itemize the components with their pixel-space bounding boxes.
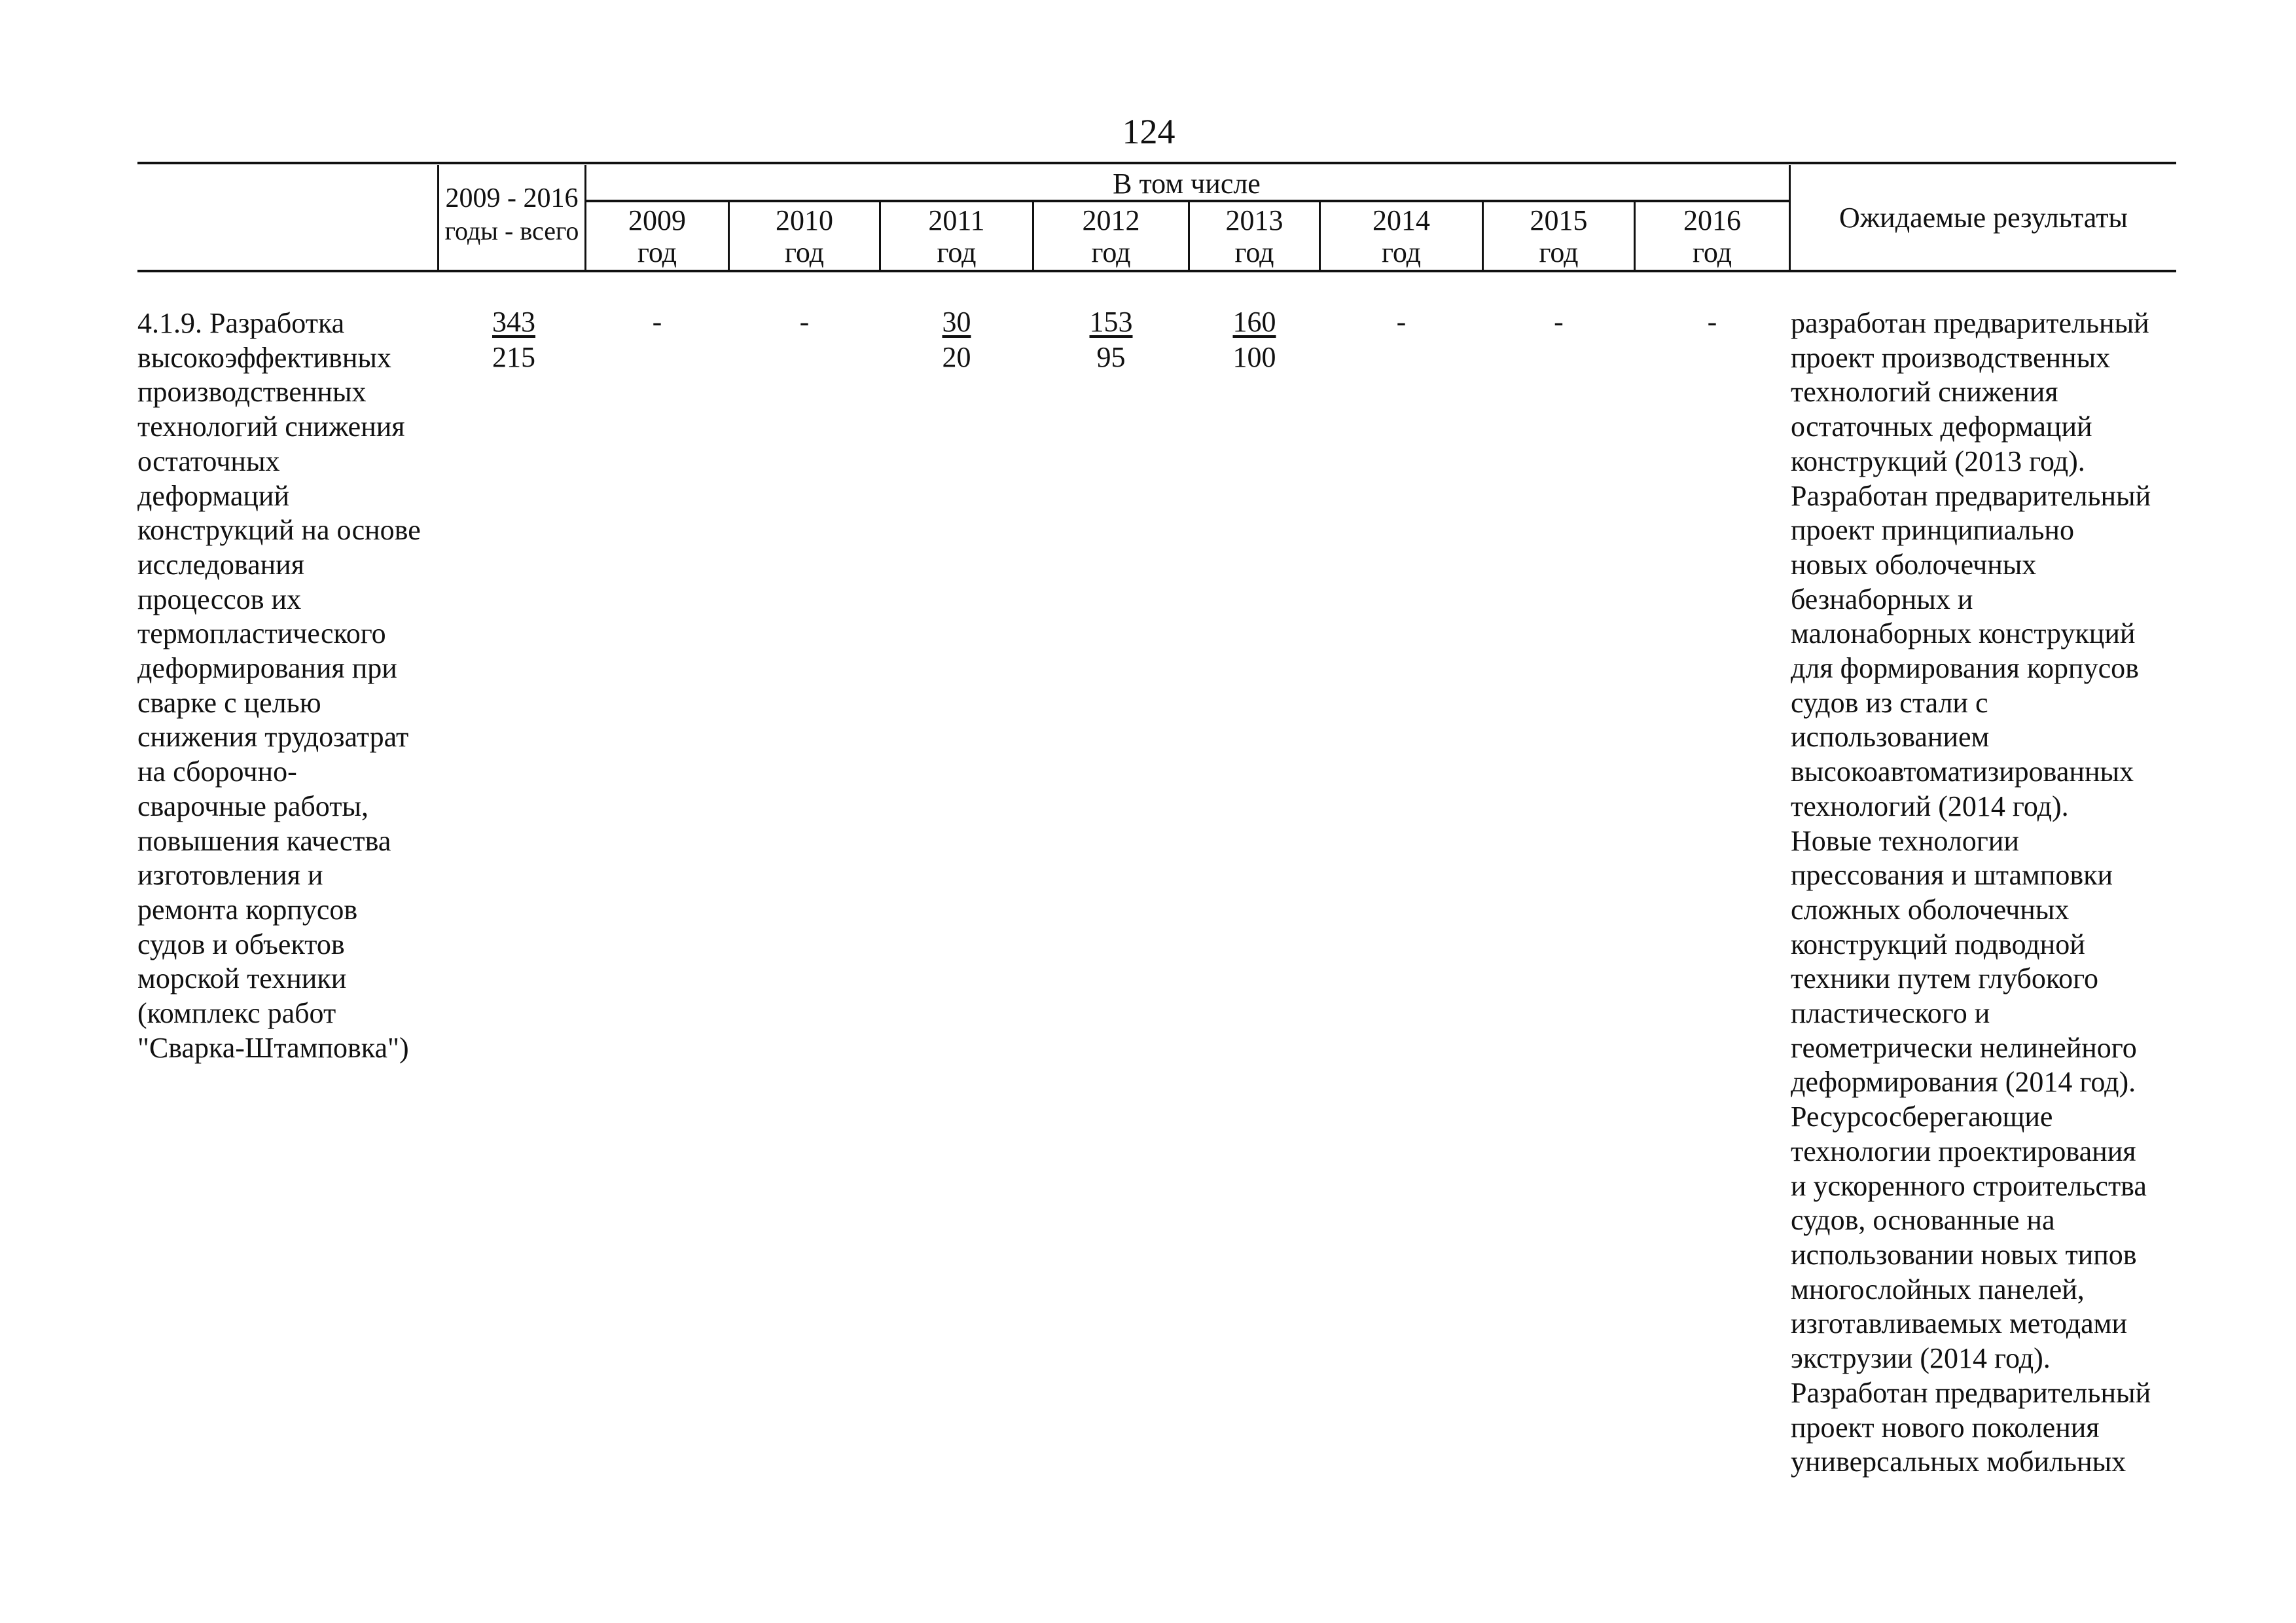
row-total [440,304,584,375]
result-line: для формирования корпусов [1791,652,2139,685]
header-year-number: 2012 [1082,204,1140,236]
result-line: сложных оболочечных [1791,893,2070,926]
result-line: конструкций подводной [1791,928,2085,960]
header-group-label: В том числе [1113,168,1261,200]
name-line: термопластического [137,617,386,650]
name-line: 4.1.9. Разработка [137,307,345,339]
result-line: судов из стали с [1791,686,1988,719]
value-bottom: 20 [942,341,971,373]
result-line: многослойных панелей, [1791,1273,2085,1305]
header-year-number: 2015 [1530,204,1588,236]
result-line: разработан предварительный [1791,307,2149,339]
name-line: изготовления и [137,859,323,892]
value-2014 [1321,304,1482,340]
name-line: деформирования при [137,652,397,685]
value-bottom: 100 [1232,341,1276,373]
result-line: и ускоренного строительства [1791,1169,2147,1202]
total-top-value: 343 [492,306,535,338]
result-line: прессования и штамповки [1791,859,2113,892]
value-2013 [1190,304,1319,375]
name-line: остаточных [137,445,280,477]
header-total-line-2: годы - всего [444,216,579,246]
value-2010 [730,304,879,340]
header-year-2016 [1636,204,1789,269]
name-line: исследования [137,548,304,581]
name-line: сварке с целью [137,686,321,719]
name-line: повышения качества [137,824,391,857]
header-year-number: 2009 [628,204,686,236]
name-line: деформаций [137,479,290,512]
header-year-2013 [1190,204,1319,269]
value-top: - [1554,306,1564,338]
value-2011 [881,304,1032,375]
result-line: техники путем глубокого [1791,962,2099,995]
result-line: экструзии (2014 год). [1791,1342,2051,1375]
header-year-unit: год [784,236,825,269]
result-line: малонаборных конструкций [1791,617,2136,650]
header-total-col [440,183,584,246]
header-year-number: 2014 [1372,204,1430,236]
result-line: Ресурсосберегающие [1791,1101,2053,1133]
result-line: использованием [1791,721,1990,754]
value-top: - [652,306,662,338]
name-line: морской техники [137,962,347,995]
header-year-unit: год [1234,236,1274,269]
value-top: - [1396,306,1407,338]
result-line: безнаборных и [1791,583,1973,615]
header-year-number: 2016 [1683,204,1741,236]
name-line: "Сварка-Штамповка") [137,1031,409,1064]
value-2015 [1484,304,1634,340]
header-year-unit: год [1692,236,1732,269]
result-line: остаточных деформаций [1791,410,2092,443]
header-year-2010 [730,204,879,269]
header-year-2009 [586,204,728,269]
header-year-2011 [881,204,1032,269]
header-year-number: 2011 [928,204,985,236]
result-line: технологий (2014 год). [1791,790,2069,822]
result-line: конструкций (2013 год). [1791,445,2085,477]
result-line: деформирования (2014 год). [1791,1066,2136,1099]
value-top: - [799,306,810,338]
value-top: - [1707,306,1717,338]
value-bottom: 95 [1096,341,1126,373]
result-line: пластического и [1791,997,1990,1030]
name-line: ремонта корпусов [137,893,358,926]
value-top: 30 [942,306,971,338]
name-line: производственных [137,376,367,409]
value-top: 160 [1232,306,1276,338]
value-2009 [586,304,728,340]
value-2012 [1034,304,1188,375]
name-line: (комплекс работ [137,997,336,1030]
result-line: универсальных мобильных [1791,1446,2126,1478]
result-line: изготавливаемых методами [1791,1307,2128,1340]
result-line: новых оболочечных [1791,548,2037,581]
name-line: на сборочно- [137,756,297,788]
name-line: судов и объектов [137,928,345,960]
page-number: 124 [1122,112,1175,151]
result-line: Разработан предварительный [1791,479,2151,512]
name-line: технологий снижения [137,410,405,443]
header-year-unit: год [1091,236,1131,269]
header-year-unit: год [937,236,977,269]
header-year-2012 [1034,204,1188,269]
header-results-col: Ожидаемые результаты [1839,202,2128,234]
result-line: Разработан предварительный [1791,1376,2151,1409]
result-line: проект нового поколения [1791,1411,2100,1444]
total-bottom-value: 215 [492,341,535,373]
result-line: технологии проектирования [1791,1135,2136,1167]
header-year-number: 2013 [1225,204,1283,236]
result-line: Новые технологии [1791,824,2019,857]
result-line: геометрически нелинейного [1791,1031,2137,1064]
row-results [1791,306,2151,1480]
result-line: судов, основанные на [1791,1204,2055,1237]
name-line: сварочные работы, [137,790,369,822]
result-line: проект производственных [1791,341,2111,374]
result-line: высокоавтоматизированных [1791,756,2134,788]
header-year-2014 [1321,204,1482,269]
header-year-number: 2010 [776,204,833,236]
result-line: использовании новых типов [1791,1238,2137,1271]
result-line: проект принципиально [1791,514,2074,547]
value-2016 [1636,304,1789,340]
value-top: 153 [1089,306,1133,338]
header-total-line-1: 2009 - 2016 [445,183,579,213]
name-line: снижения трудозатрат [137,721,409,754]
name-line: высокоэффективных [137,341,391,374]
result-line: технологий снижения [1791,376,2058,409]
name-line: конструкций на основе [137,514,421,547]
header-year-unit: год [1539,236,1579,269]
name-line: процессов их [137,583,302,615]
header-year-unit: год [1381,236,1422,269]
row-name [137,306,421,1065]
header-year-2015 [1484,204,1634,269]
header-year-unit: год [637,236,677,269]
